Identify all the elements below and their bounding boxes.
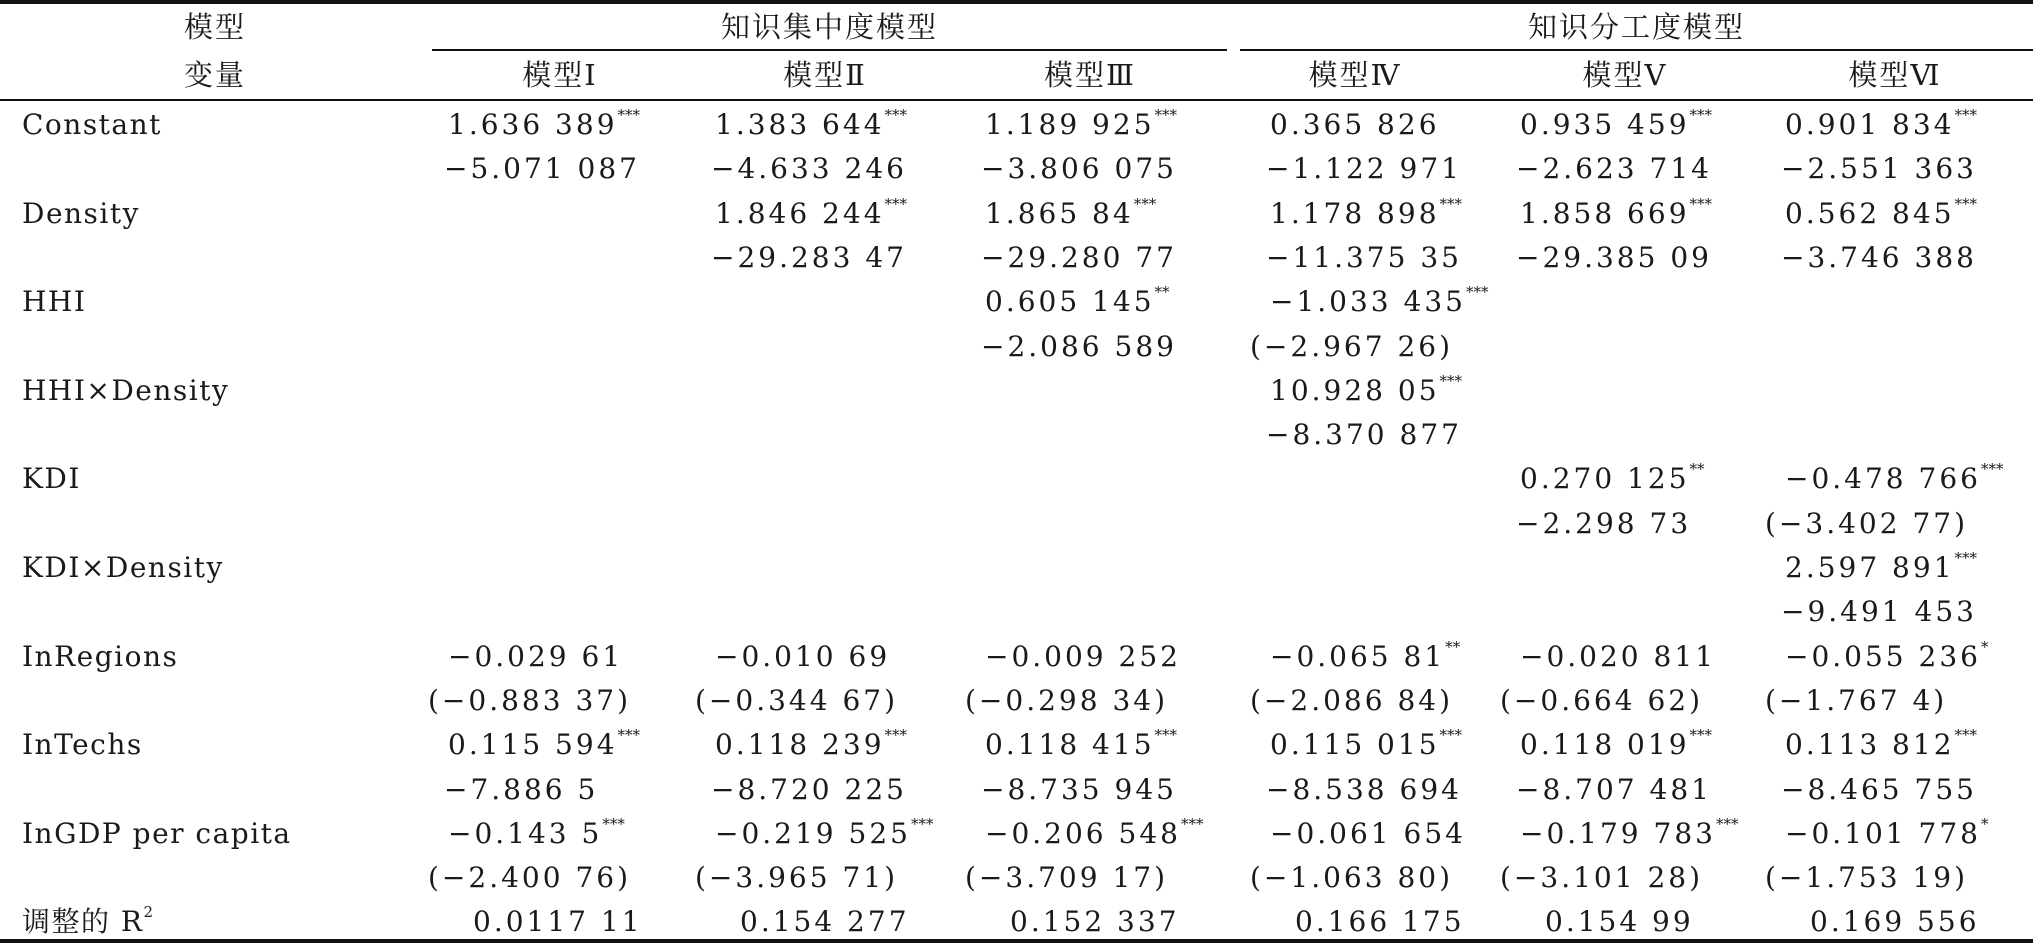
statistic-cell: (−0.344 67) (695, 683, 898, 717)
row-label: InGDP per capita (22, 816, 292, 850)
statistic-cell: (−3.402 77) (1765, 506, 1968, 540)
statistic-cell: (−2.400 76) (428, 861, 631, 895)
header-model-6: 模型Ⅵ (1848, 58, 1942, 92)
coefficient-cell: −0.143 5*** (448, 814, 625, 850)
statistic-cell: (−0.664 62) (1500, 683, 1703, 717)
coefficient-cell: 10.928 05*** (1270, 371, 1463, 407)
statistic-cell: −8.735 945 (981, 772, 1177, 806)
coefficient-cell: 1.858 669*** (1520, 194, 1713, 230)
row-label-adjusted-r2: 调整的 $R^2$ (22, 903, 154, 939)
coefficient-cell: 0.562 845*** (1785, 194, 1978, 230)
statistic-cell: −1.122 971 (1266, 152, 1462, 186)
row-label: InTechs (22, 728, 143, 762)
coefficient-cell: −1.033 435*** (1270, 283, 1489, 319)
r2-value-cell: 0.154 277 (740, 905, 910, 939)
group-underline-concentration (432, 49, 1227, 51)
coefficient-cell: −0.065 81** (1270, 637, 1461, 673)
header-model-2: 模型Ⅱ (783, 58, 867, 92)
coefficient-cell: 1.636 389*** (448, 106, 641, 141)
header-model-3: 模型Ⅲ (1044, 58, 1136, 92)
row-label: HHI (22, 285, 87, 319)
coefficient-cell: −0.101 778* (1785, 814, 1989, 850)
coefficient-cell: 0.270 125** (1520, 460, 1705, 496)
statistic-cell: (−1.753 19) (1765, 861, 1968, 895)
coefficient-cell: 2.597 891*** (1785, 549, 1978, 584)
group-underline-division (1240, 49, 2033, 51)
statistic-cell: −3.806 075 (981, 152, 1177, 186)
row-label: KDI×Density (22, 551, 224, 584)
coefficient-cell: −0.020 811 (1520, 639, 1716, 673)
header-group-division: 知识分工度模型 (1527, 10, 1745, 44)
statistic-cell: −9.491 453 (1781, 595, 1977, 629)
header-model-5: 模型Ⅴ (1582, 58, 1668, 92)
header-model-label: 模型 (183, 10, 246, 44)
coefficient-cell: −0.219 525*** (715, 814, 934, 850)
table-bottom-rule (0, 939, 2033, 943)
statistic-cell: −11.375 35 (1266, 240, 1462, 274)
statistic-cell: −2.086 589 (981, 329, 1177, 363)
coefficient-cell: 1.865 84*** (985, 194, 1157, 230)
row-label: HHI×Density (22, 373, 230, 407)
statistic-cell: −8.707 481 (1516, 772, 1712, 806)
statistic-cell: −7.886 5 (444, 772, 599, 806)
row-label: InRegions (22, 639, 179, 673)
table-header-rule (0, 99, 2033, 101)
coefficient-cell: 0.118 239*** (715, 726, 908, 762)
statistic-cell: −2.298 73 (1516, 506, 1692, 540)
statistic-cell: −8.720 225 (711, 772, 907, 806)
statistic-cell: −29.385 09 (1516, 240, 1712, 274)
statistic-cell: −3.746 388 (1781, 240, 1977, 274)
statistic-cell: −8.370 877 (1266, 418, 1462, 452)
coefficient-cell: 0.901 834*** (1785, 106, 1978, 141)
statistic-cell: (−3.709 17) (965, 861, 1168, 895)
coefficient-cell: −0.029 61 (448, 639, 624, 673)
statistic-cell: −4.633 246 (711, 152, 907, 186)
statistic-cell: −29.280 77 (981, 240, 1177, 274)
r2-value-cell: 0.166 175 (1295, 905, 1465, 939)
r2-value-cell: 0.169 556 (1810, 905, 1980, 939)
coefficient-cell: −0.206 548*** (985, 814, 1204, 850)
coefficient-cell: −0.179 783*** (1520, 814, 1739, 850)
statistic-cell: (−1.063 80) (1250, 861, 1453, 895)
statistic-cell: −2.623 714 (1516, 152, 1712, 186)
statistic-cell: (−1.767 4) (1765, 683, 1948, 717)
coefficient-cell: 0.118 415*** (985, 726, 1178, 762)
coefficient-cell: 0.365 826 (1270, 108, 1440, 141)
coefficient-cell: 1.189 925*** (985, 106, 1178, 141)
coefficient-cell: 0.935 459*** (1520, 106, 1713, 141)
coefficient-cell: −0.055 236* (1785, 637, 1989, 673)
r2-value-cell: 0.152 337 (1010, 905, 1180, 939)
coefficient-cell: −0.061 654 (1270, 816, 1466, 850)
coefficient-cell: 0.118 019*** (1520, 726, 1713, 762)
coefficient-cell: 1.178 898*** (1270, 194, 1463, 230)
coefficient-cell: −0.478 766*** (1785, 460, 2004, 496)
row-label: Constant (22, 108, 162, 141)
statistic-cell: (−2.967 26) (1250, 329, 1453, 363)
statistic-cell: −8.465 755 (1781, 772, 1977, 806)
coefficient-cell: −0.009 252 (985, 639, 1181, 673)
coefficient-cell: 1.846 244*** (715, 194, 908, 230)
statistic-cell: (−3.101 28) (1500, 861, 1703, 895)
coefficient-cell: −0.010 69 (715, 639, 891, 673)
coefficient-cell: 1.383 644*** (715, 106, 908, 141)
statistic-cell: (−0.298 34) (965, 683, 1168, 717)
header-variable-label: 变量 (183, 58, 246, 92)
coefficient-cell: 0.115 594*** (448, 726, 641, 762)
coefficient-cell: 0.113 812*** (1785, 726, 1978, 762)
row-label: KDI (22, 462, 81, 496)
header-model-1: 模型Ⅰ (522, 58, 598, 92)
statistic-cell: −8.538 694 (1266, 772, 1462, 806)
r2-value-cell: 0.0117 11 (473, 905, 643, 939)
statistic-cell: (−3.965 71) (695, 861, 898, 895)
statistic-cell: −5.071 087 (444, 152, 640, 186)
statistic-cell: (−2.086 84) (1250, 683, 1453, 717)
r2-value-cell: 0.154 99 (1545, 905, 1694, 939)
statistic-cell: −29.283 47 (711, 240, 907, 274)
header-model-4: 模型Ⅳ (1308, 58, 1402, 92)
statistic-cell: −2.551 363 (1781, 152, 1977, 186)
row-label: Density (22, 196, 140, 230)
header-group-concentration: 知识集中度模型 (720, 10, 938, 44)
statistic-cell: (−0.883 37) (428, 683, 631, 717)
coefficient-cell: 0.605 145** (985, 283, 1170, 319)
coefficient-cell: 0.115 015*** (1270, 726, 1463, 762)
